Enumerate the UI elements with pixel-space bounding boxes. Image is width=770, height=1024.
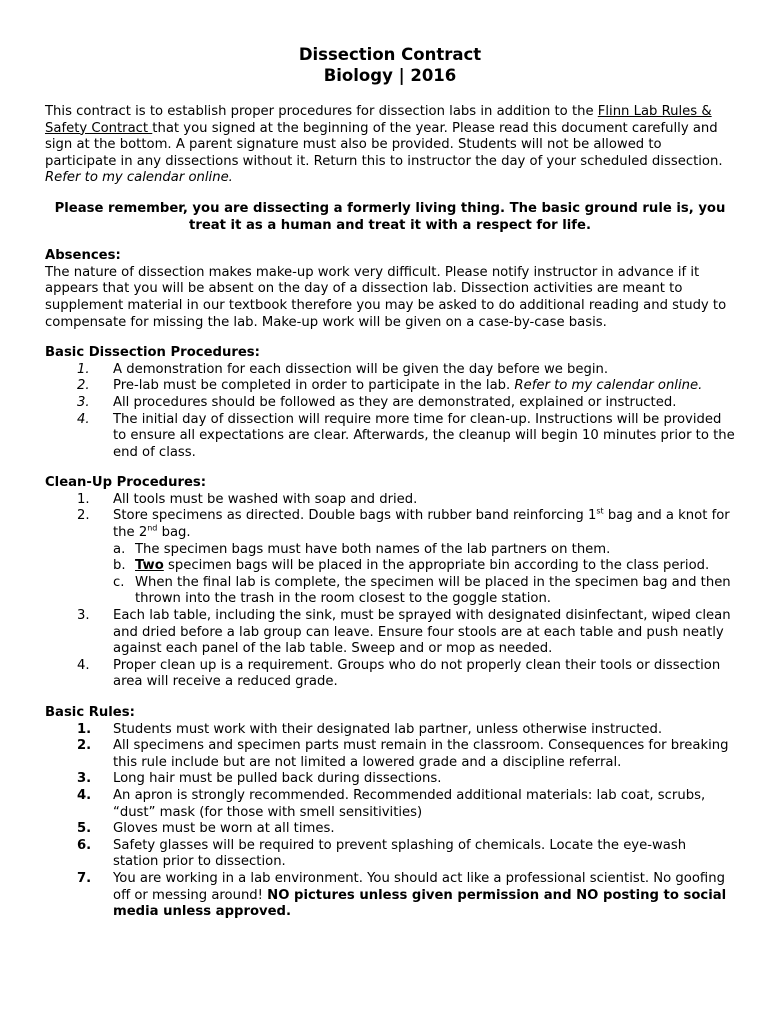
item-text: bag. xyxy=(157,525,191,541)
item-text: An apron is strongly recommended. Recommended additional materials: lab coat, scrubs, “dust” mask (for those with smell sensitivities) xyxy=(113,787,706,820)
procedures-list xyxy=(45,362,735,462)
item-number: 1. xyxy=(77,491,90,507)
item-number: 3. xyxy=(77,394,90,410)
item-text: Each lab table, including the sink, must be sprayed with designated disinfectant, wiped clean and dried before a lab group can leave. Ensure four stools are at each table and push neatly against each panel of the lab table. Sweep and or mop as needed. xyxy=(113,608,731,657)
sub-list-item xyxy=(45,542,735,559)
item-text: A demonstration for each dissection will be given the day before we begin. xyxy=(113,361,609,377)
sub-item-text: specimen bags will be placed in the appropriate bin according to the class period. xyxy=(163,558,710,574)
sub-list-item xyxy=(45,575,735,608)
sub-item-letter: c. xyxy=(113,574,125,590)
intro-calendar-note: Refer to my calendar online. xyxy=(45,170,233,186)
sub-item-letter: b. xyxy=(113,558,126,574)
cleanup-list xyxy=(45,492,735,691)
list-item xyxy=(45,508,735,541)
title-line-2: Biology | 2016 xyxy=(323,66,457,85)
item-number: 4. xyxy=(77,657,90,673)
rules-list xyxy=(45,722,735,921)
list-item xyxy=(45,722,735,739)
ordinal-suffix: st xyxy=(596,507,604,517)
list-item xyxy=(45,362,735,379)
item-calendar-note: Refer to my calendar online. xyxy=(514,378,703,394)
item-number: 1. xyxy=(77,361,90,377)
list-item xyxy=(45,608,735,658)
item-number: 4. xyxy=(77,411,90,427)
item-text: Proper clean up is a requirement. Groups who do not properly clean their tools or dissection area will receive a reduced grade. xyxy=(113,657,721,690)
item-number: 7. xyxy=(77,870,92,886)
list-item xyxy=(45,871,735,921)
list-item xyxy=(45,771,735,788)
item-text: Gloves must be worn at all times. xyxy=(113,821,335,837)
item-number: 2. xyxy=(77,738,92,754)
item-text: Long hair must be pulled back during dissections. xyxy=(113,771,442,787)
item-text: All tools must be washed with soap and dried. xyxy=(113,491,418,507)
item-number: 2. xyxy=(77,378,90,394)
item-number: 3. xyxy=(77,771,92,787)
item-number: 2. xyxy=(77,508,90,524)
rules-heading: Basic Rules: xyxy=(45,705,135,720)
item-text: You are working in a lab environment. You should act like a professional scientist. No goofing off or messing around! xyxy=(113,870,725,903)
list-item xyxy=(45,378,735,395)
item-number: 1. xyxy=(77,721,92,737)
absences-heading: Absences: xyxy=(45,248,121,264)
list-item xyxy=(45,492,735,509)
list-item xyxy=(45,395,735,412)
item-text: Students must work with their designated lab partner, unless otherwise instructed. xyxy=(113,721,663,737)
document-title xyxy=(45,44,735,86)
item-number: 4. xyxy=(77,787,92,803)
list-item xyxy=(45,788,735,821)
item-text: Store specimens as directed. Double bags with rubber band reinforcing 1 xyxy=(113,508,597,524)
list-item xyxy=(45,821,735,838)
intro-text-2: that you signed at the beginning of the year. Please read this document carefully and sign at the bottom. A parent signature must also be provided. Students will not be allowed to participate in any dissections without it. Return this to instructor the day of your scheduled dissection. xyxy=(45,120,723,169)
item-text: Pre-lab must be completed in order to participate in the lab. xyxy=(113,378,515,394)
absences-text: The nature of dissection makes make-up work very difficult. Please notify instructor in advance if it appears that you will be absent on the day of a dissection lab. Dissection activities are meant to supplement material in our textbook therefore you may be asked to do additional reading and study to compensate for missing the lab. Make-up work will be given on a case-by-case basis. xyxy=(45,264,727,330)
sub-item-text: When the final lab is complete, the specimen will be placed in the specimen bag and then thrown into the trash in the room closest to the goggle station. xyxy=(135,574,731,607)
reminder-statement: Please remember, you are dissecting a formerly living thing. The basic ground rule is, you treat it as a human and treat it with a respect for life. xyxy=(54,200,726,233)
item-number: 6. xyxy=(77,837,92,853)
sub-list-item xyxy=(45,558,735,575)
document-page xyxy=(45,44,735,921)
item-text: The initial day of dissection will require more time for clean-up. Instructions will be provided to ensure all expectations are clear. Afterwards, the cleanup will begin 10 minutes prior to the end of class. xyxy=(113,411,735,460)
list-item xyxy=(45,658,735,691)
item-text: All procedures should be followed as they are demonstrated, explained or instructed. xyxy=(113,394,677,410)
emphasis-two: Two xyxy=(135,558,164,574)
ordinal-suffix: nd xyxy=(147,523,158,533)
item-text: All specimens and specimen parts must remain in the classroom. Consequences for breaking this rule include but are not limited a lowered grade and a discipline referral. xyxy=(113,738,729,770)
item-text: Safety glasses will be required to prevent splashing of chemicals. Locate the eye-wash station prior to dissection. xyxy=(113,837,687,870)
list-item xyxy=(45,738,735,771)
list-item xyxy=(45,412,735,462)
item-number: 5. xyxy=(77,821,92,837)
title-line-1: Dissection Contract xyxy=(298,45,482,64)
intro-paragraph xyxy=(45,104,735,187)
sub-item-letter: a. xyxy=(113,541,126,557)
list-item xyxy=(45,838,735,871)
cleanup-heading: Clean-Up Procedures: xyxy=(45,475,207,491)
intro-text-1: This contract is to establish proper procedures for dissection labs in addition to the xyxy=(45,104,598,119)
no-pictures-warning: NO pictures unless given permission and NO posting to social media unless approved. xyxy=(113,887,727,920)
item-text: bag and a knot for the 2 xyxy=(113,508,730,541)
item-number: 3. xyxy=(77,608,90,624)
flinn-contract-link[interactable]: Flinn Lab Rules & Safety Contract xyxy=(45,104,712,136)
sub-item-text: The specimen bags must have both names of the lab partners on them. xyxy=(135,541,611,557)
procedures-heading: Basic Dissection Procedures: xyxy=(45,345,260,361)
